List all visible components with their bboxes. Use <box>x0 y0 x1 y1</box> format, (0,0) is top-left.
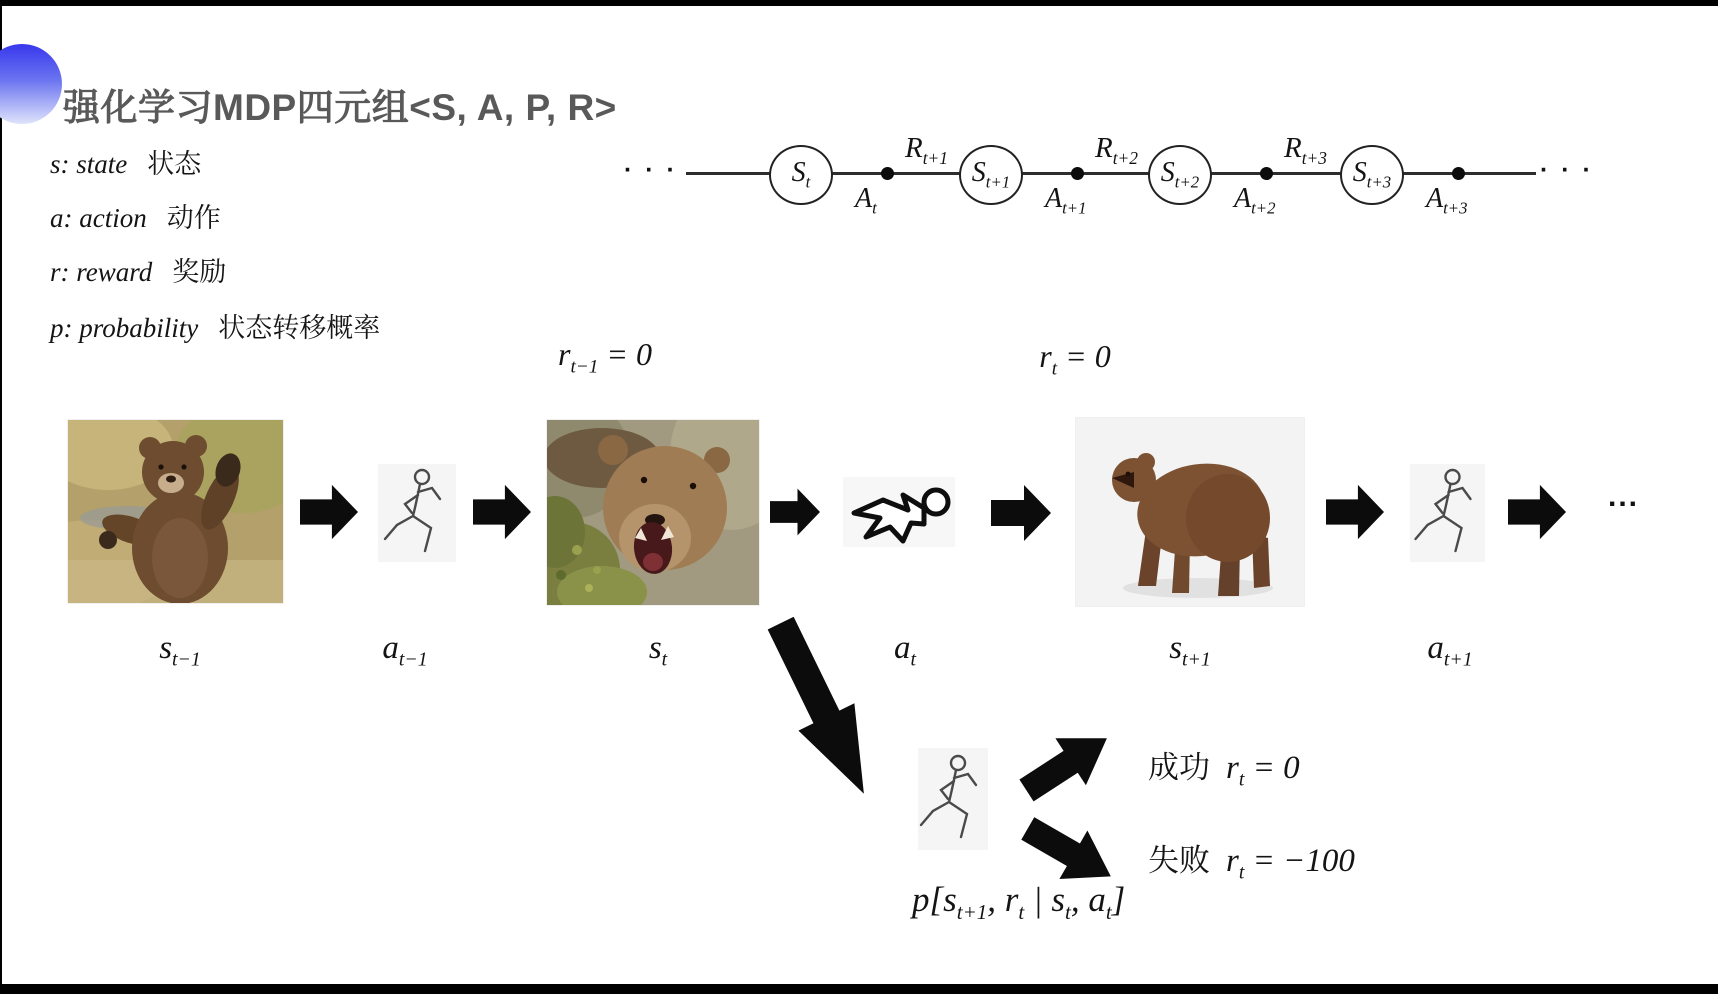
action-label-at1: $A_{t+1}$ <box>1045 183 1087 218</box>
page-title: 强化学习MDP四元组<S, A, P, R> <box>63 86 617 128</box>
flow-arrow-2 <box>473 477 531 552</box>
success-outcome: 成功 $r_t = 0$ <box>1148 750 1300 791</box>
running-stickman-icon-a-next <box>1410 464 1485 562</box>
reward-label-rt1: $R_{t+1}$ <box>905 132 948 168</box>
state-node-st: $S_t$ <box>769 145 833 205</box>
flow-arrow-3 <box>770 478 820 551</box>
definition-action: a: action 动作 <box>50 203 221 233</box>
definition-probability: p: probability 状态转移概率 <box>50 313 381 343</box>
flow-arrow-6 <box>1508 477 1566 552</box>
reward-label-rt3: $R_{t+3}$ <box>1284 132 1327 168</box>
running-stickman-icon-branch <box>918 748 988 850</box>
timeline-ellipsis: ... <box>1608 480 1640 513</box>
action-dot-at3 <box>1452 167 1465 180</box>
left-border <box>0 0 2 994</box>
definition-reward: r: reward 奖励 <box>50 257 227 287</box>
flow-arrow-1 <box>300 477 358 552</box>
definition-state: s: state 状态 <box>50 149 202 179</box>
leaping-person-outline-icon <box>843 477 955 547</box>
running-stickman-icon-a-prev <box>378 464 456 562</box>
label-s-prev: $s_{t-1}$ <box>159 630 201 671</box>
blue-circle-ornament <box>0 44 62 124</box>
label-a-next: $a_{t+1}$ <box>1427 630 1473 671</box>
state-node-st1: $S_{t+1}$ <box>959 145 1023 205</box>
reward-above-st: $r_{t-1} = 0$ <box>558 336 652 378</box>
label-a-cur: $a_t$ <box>894 630 916 671</box>
action-dot-at1 <box>1071 167 1084 180</box>
action-label-at3: $A_{t+3}$ <box>1426 183 1468 218</box>
state-node-st2: $S_{t+2}$ <box>1148 145 1212 205</box>
state-node-st3: $S_{t+3}$ <box>1340 145 1404 205</box>
bear-waving-photo <box>68 420 283 603</box>
success-arrow <box>1007 708 1129 825</box>
label-s-cur: $s_t$ <box>648 630 668 671</box>
chain-ellipsis-left: · · · <box>624 156 678 184</box>
bear-roaring-photo <box>547 420 759 605</box>
flow-arrow-4 <box>990 477 1052 554</box>
action-dot-at2 <box>1260 167 1273 180</box>
action-label-at: $A_t$ <box>855 183 877 218</box>
label-a-prev: $a_{t-1}$ <box>382 630 428 671</box>
mdp-chain-diagram <box>624 132 1604 224</box>
action-dot-at <box>881 167 894 180</box>
transition-probability-formula: $p[s_{t+1}$, $r_t$ | $s_t$, $a_t$] <box>912 880 1126 924</box>
reward-label-rt2: $R_{t+2}$ <box>1095 132 1138 168</box>
failure-outcome: 失败 $r_t = -100$ <box>1148 843 1355 884</box>
label-s-next: $s_{t+1}$ <box>1169 630 1211 671</box>
chain-ellipsis-right: · · · <box>1540 156 1594 184</box>
reward-above-st1: $r_t = 0$ <box>1039 338 1111 380</box>
bear-walking-away-photo <box>1076 418 1304 606</box>
bottom-border <box>0 984 1718 994</box>
top-border <box>0 0 1718 6</box>
action-label-at2: $A_{t+2}$ <box>1234 183 1276 218</box>
flow-arrow-5 <box>1326 477 1384 552</box>
